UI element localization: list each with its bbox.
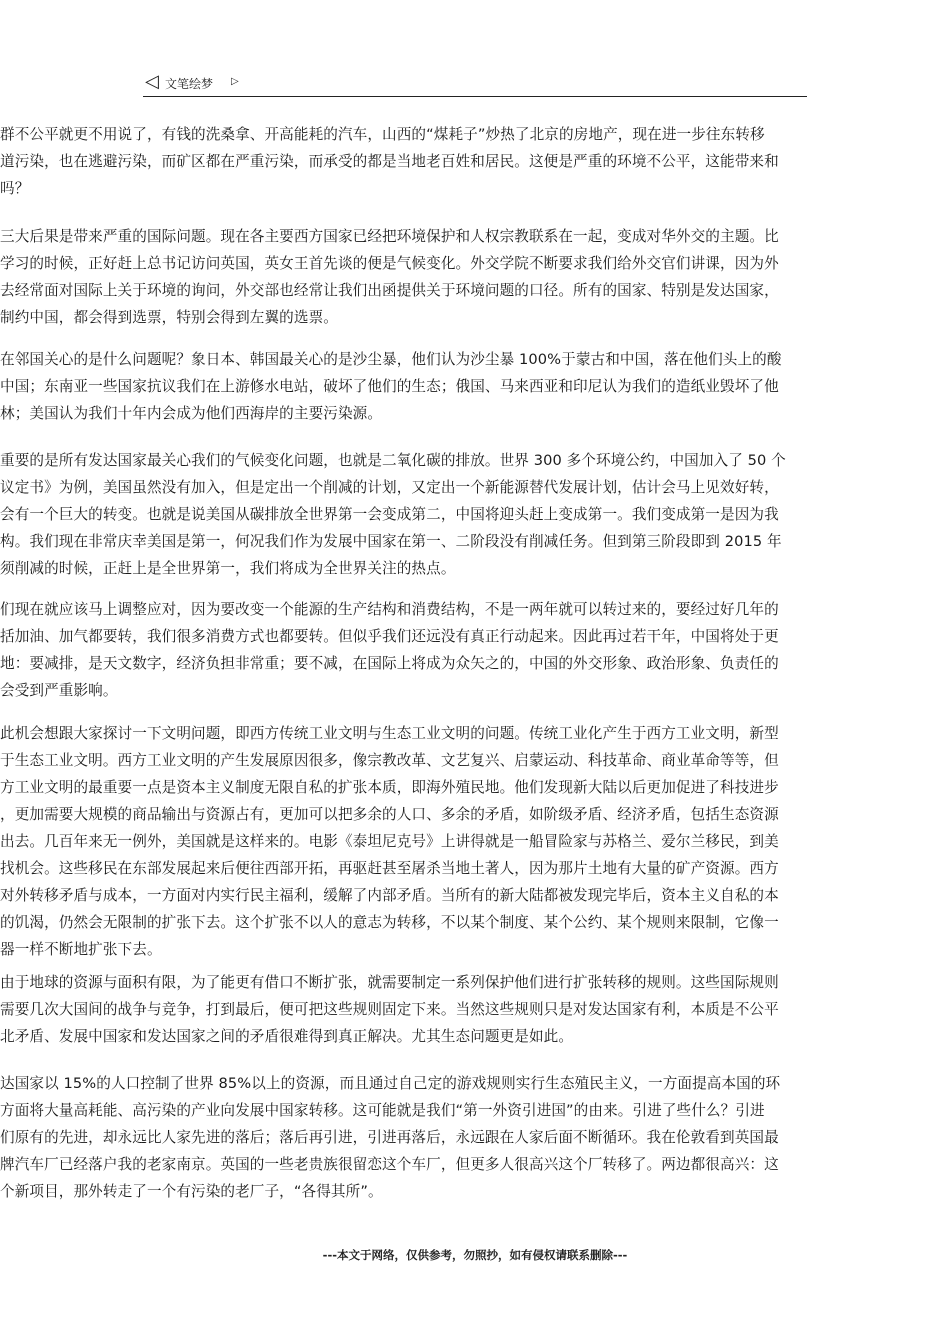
text-line: 此机会想跟大家探讨一下文明问题，即西方传统工业文明与生态工业文明的问题。传统工业化产生于西方工业文明，新型 <box>0 725 779 742</box>
paragraph <box>0 1070 950 1201</box>
text-line: 去经常面对国际上关于环境的询问，外交部也经常让我们出函提供关于环境问题的口径。所有的国家、特别是发达国家， <box>0 282 779 299</box>
text-line: 括加油、加气都要转，我们很多消费方式也都要转。但似乎我们还远没有真正行动起来。因此再过若干年，中国将处于更 <box>0 628 779 645</box>
page-header <box>143 70 807 97</box>
text-line: 三大后果是带来严重的国际问题。现在各主要西方国家已经把环境保护和人权宗教联系在一起，变成对华外交的主题。比 <box>0 228 779 245</box>
text-line: 牌汽车厂已经落户我的老家南京。英国的一些老贵族很留恋这个车厂，但更多人很高兴这个厂转移了。两边都很高兴：这 <box>0 1156 779 1173</box>
paragraph <box>0 596 950 704</box>
text-line: 由于地球的资源与面积有限，为了能更有借口不断扩张，就需要制定一系列保护他们进行扩张转移的规则。这些国际规则 <box>0 974 779 991</box>
text-line: 方面将大量高耗能、高污染的产业向发展中国家转移。这可能就是我们“第一外资引进国”的由来。引进了些什么？引进 <box>0 1102 765 1119</box>
text-line: 吗？ <box>0 180 30 197</box>
text-line: 群不公平就更不用说了，有钱的洗桑拿、开高能耗的汽车，山西的“煤耗子”炒热了北京的房地产，现在进一步往东转移 <box>0 126 765 143</box>
text-line: 会有一个巨大的转变。也就是说美国从碳排放全世界第一会变成第二，中国将迎头赶上变成第一。我们变成第一是因为我 <box>0 506 779 523</box>
right-triangle-icon: ▷ <box>231 76 239 87</box>
text-line: 林；美国认为我们十年内会成为他们西海岸的主要污染源。 <box>0 405 383 422</box>
text-line: 方工业文明的最重要一点是资本主义制度无限自私的扩张本质，即海外殖民地。他们发现新大陆以后更加促进了科技进步 <box>0 779 779 796</box>
text-line: 重要的是所有发达国家最关心我们的气候变化问题，也就是二氧化碳的排放。世界 300 多个环境公约，中国加入了 50 个 <box>0 452 786 469</box>
text-line: 们现在就应该马上调整应对，因为要改变一个能源的生产结构和消费结构，不是一两年就可以转过来的，要经过好几年的 <box>0 601 779 618</box>
paragraph <box>0 223 950 331</box>
text-line: 须削减的时候，正赶上是全世界第一，我们将成为全世界关注的热点。 <box>0 560 456 577</box>
text-line: 的饥渴，仍然会无限制的扩张下去。这个扩张不以人的意志为转移，不以某个制度、某个公约、某个规则来限制，它像一 <box>0 914 779 931</box>
text-line: 达国家以 15%的人口控制了世界 85%以上的资源，而且通过自己定的游戏规则实行生态殖民主义，一方面提高本国的环 <box>0 1075 781 1092</box>
header-title: 文笔绘梦 <box>165 77 214 91</box>
text-line: 于生态工业文明。西方工业文明的产生发展原因很多，像宗教改革、文艺复兴、启蒙运动、科技革命、商业革命等等，但 <box>0 752 779 769</box>
text-line: 们原有的先进，却永远比人家先进的落后；落后再引进，引进再落后，永远跟在人家后面不断循环。我在伦敦看到英国最 <box>0 1129 779 1146</box>
text-line: 道污染，也在逃避污染，而矿区都在严重污染，而承受的都是当地老百姓和居民。这便是严重的环境不公平，这能带来和 <box>0 153 779 170</box>
text-line: 找机会。这些移民在东部发展起来后便往西部开拓，再驱赶甚至屠杀当地土著人，因为那片土地有大量的矿产资源。西方 <box>0 860 779 877</box>
paragraph <box>0 447 950 582</box>
document-body <box>0 121 950 1201</box>
text-line: 个新项目，那外转走了一个有污染的老厂子，“各得其所”。 <box>0 1183 383 1200</box>
footer-disclaimer: ---本文于网络，仅供参考，勿照抄，如有侵权请联系删除--- <box>322 1248 628 1262</box>
text-line: ，更加需要大规模的商品输出与资源占有，更加可以把多余的人口、多余的矛盾，如阶级矛盾、经济矛盾，包括生态资源 <box>0 806 779 823</box>
text-line: 中国；东南亚一些国家抗议我们在上游修水电站，破坏了他们的生态；俄国、马来西亚和印尼认为我们的造纸业毁坏了他 <box>0 378 779 395</box>
text-line: 出去。几百年来无一例外，美国就是这样来的。电影《泰坦尼克号》上讲得就是一船冒险家与苏格兰、爱尔兰移民，到美 <box>0 833 779 850</box>
paragraph <box>0 969 950 1050</box>
text-line: 北矛盾、发展中国家和发达国家之间的矛盾很难得到真正解决。尤其生态问题更是如此。 <box>0 1028 574 1045</box>
text-line: 制约中国，都会得到选票，特别会得到左翼的选票。 <box>0 309 338 326</box>
text-line: 需要几次大国间的战争与竞争，打到最后，便可把这些规则固定下来。当然这些规则只是对发达国家有利，本质是不公平 <box>0 1001 779 1018</box>
text-line: 器一样不断地扩张下去。 <box>0 941 162 958</box>
text-line: 地：要减排，是天文数字，经济负担非常重；要不减，在国际上将成为众矢之的，中国的外交形象、政治形象、负责任的 <box>0 655 779 672</box>
left-triangle-icon: ◁ <box>145 71 159 92</box>
paragraph <box>0 121 950 202</box>
text-line: 学习的时候，正好赶上总书记访问英国，英女王首先谈的便是气候变化。外交学院不断要求我们给外交官们讲课，因为外 <box>0 255 779 272</box>
text-line: 议定书》为例，美国虽然没有加入，但是定出一个削减的计划，又定出一个新能源替代发展计划，估计会马上见效好转， <box>0 479 779 496</box>
text-line: 构。我们现在非常庆幸美国是第一，何况我们作为发展中国家在第一、二阶段没有削减任务。但到第三阶段即到 2015 年 <box>0 533 782 550</box>
text-line: 在邻国关心的是什么问题呢？象日本、韩国最关心的是沙尘暴，他们认为沙尘暴 100%于蒙古和中国，落在他们头上的酸 <box>0 351 782 368</box>
text-line: 对外转移矛盾与成本，一方面对内实行民主福利，缓解了内部矛盾。当所有的新大陆都被发现完毕后，资本主义自私的本 <box>0 887 779 904</box>
text-line: 会受到严重影响。 <box>0 682 118 699</box>
paragraph <box>0 720 950 963</box>
paragraph <box>0 346 950 427</box>
